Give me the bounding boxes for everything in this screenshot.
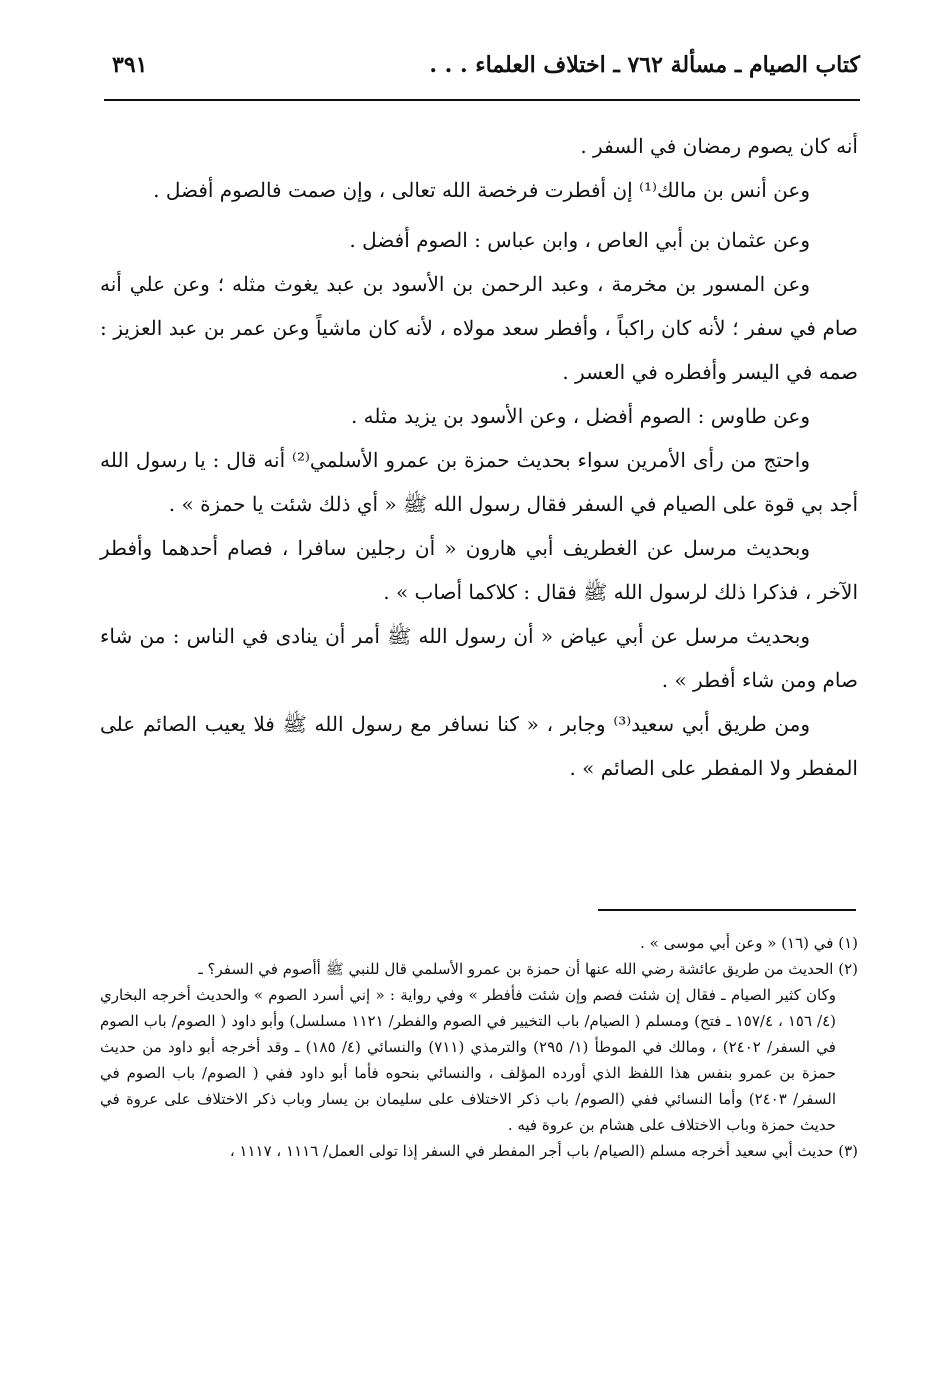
- footnote-2-continued: وكان كثير الصيام ـ فقال إن شئت فصم وإن شئت فأفطر » وفي رواية : « إني أسرد الصوم » والحديث أخرجه البخاري (٤/ ١٥٦ ، ١٥٧/٤ ـ فتح) ومسلم ( الصيام/ باب التخيير في الصوم والفطر/ ١١٢١ مسلسل) وأبو داود ( الصوم/ باب الصوم في السفر/ ٢٤٠٢) ، ومالك في الموطأ (١/ ٢٩٥) والترمذي (٧١١) والنسائي (٤/ ١٨٥) ـ وقد أخرجه أبو داود من حديث حمزة بن عمرو بنفس هذا اللفظ الذي أورده المؤلف ، والنسائي بنحوه فأما أبو داود ففي ( الصوم/ باب الصوم في السفر/ ٢٤٠٣) وأما النسائي ففي (الصوم/ باب ذكر الاختلاف على سليمان بن يسار وباب ذكر الاختلاف على عروة في حديث حمزة وباب الاختلاف على هشام بن عروة فيه .: [100, 986, 836, 1134]
- main-text: [100, 124, 858, 790]
- header-rule: [104, 99, 860, 101]
- paragraph: وعن طاوس : الصوم أفضل ، وعن الأسود بن يزيد مثله .: [350, 404, 810, 428]
- paragraph: وعن عثمان بن أبي العاص ، وابن عباس : الصوم أفضل .: [349, 228, 810, 252]
- footnote-1: (١) في (١٦) « وعن أبي موسى » .: [640, 934, 858, 952]
- paragraph: ومن طريق أبي سعيد⁽³⁾ وجابر ، « كنا نسافر مع رسول الله ﷺ فلا يعيب الصائم على المفطر ولا المفطر على الصائم » .: [100, 712, 858, 780]
- paragraph: وعن أنس بن مالك⁽¹⁾ إن أفطرت فرخصة الله تعالى ، وإن صمت فالصوم أفضل .: [153, 178, 810, 202]
- footnote-rule: [598, 909, 856, 911]
- page-number: ٣٩١: [112, 52, 148, 78]
- footnote-3: (٣) حديث أبي سعيد أخرجه مسلم (الصيام/ باب أجر المفطر في السفر إذا تولى العمل/ ١١١٦ ، ١١١٧ ،: [229, 1142, 858, 1160]
- page-header: [100, 52, 860, 92]
- paragraph: وبحديث مرسل عن الغطريف أبي هارون « أن رجلين سافرا ، فصام أحدهما وأفطر الآخر ، فذكرا ذلك لرسول الله ﷺ فقال : كلاكما أصاب » .: [100, 536, 858, 604]
- footnote-2: (٢) الحديث من طريق عائشة رضي الله عنها أن حمزة بن عمرو الأسلمي قال للنبي ﷺ أأصوم في السفر؟ ـ: [198, 960, 858, 978]
- paragraph: وبحديث مرسل عن أبي عياض « أن رسول الله ﷺ أمر أن ينادى في الناس : من شاء صام ومن شاء أفطر » .: [100, 624, 858, 692]
- footnotes: [100, 930, 858, 1164]
- paragraph: وعن المسور بن مخرمة ، وعبد الرحمن بن الأسود بن عبد يغوث مثله ؛ وعن علي أنه صام في سفر ؛ لأنه كان راكباً ، وأفطر سعد مولاه ، لأنه كان ماشياً وعن عمر بن عبد العزيز : صمه في اليسر وأفطره في العسر .: [100, 272, 858, 384]
- paragraph: أنه كان يصوم رمضان في السفر .: [580, 134, 858, 158]
- paragraph: واحتج من رأى الأمرين سواء بحديث حمزة بن عمرو الأسلمي⁽²⁾ أنه قال : يا رسول الله أجد بي قوة على الصيام في السفر فقال رسول الله ﷺ « أي ذلك شئت يا حمزة » .: [100, 448, 858, 516]
- running-head: كتاب الصيام ـ مسألة ٧٦٢ ـ اختلاف العلماء . . .: [429, 52, 860, 78]
